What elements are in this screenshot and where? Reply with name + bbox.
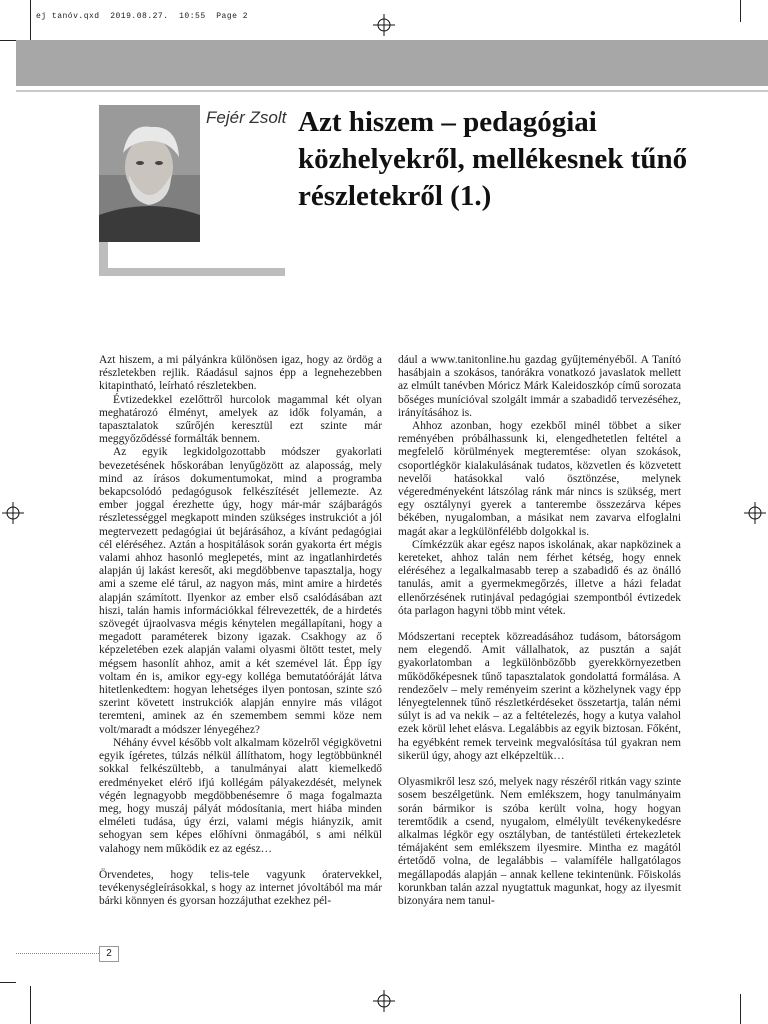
registration-mark-icon bbox=[373, 14, 395, 36]
paragraph: Azt hiszem, a mi pályánkra különösen igaz, hogy az ördög a részletekben rejlik. Ráadásul sajnos épp a legnehezebben kitapintható, leírható részletekben. bbox=[99, 354, 382, 393]
crop-mark bbox=[740, 994, 741, 1024]
crop-mark bbox=[30, 986, 31, 1024]
paragraph: Néhány évvel később volt alkalmam közelről végigkövetni egyik ígéretes, túlzás nélkül állíthatom, hogy legtöbbünknél sokkal felkészültebb, a tanulmányai alatt kiemelkedő eredményeket elérő ifjú kollégám pályakezdését, melynek végén legnagyobb megdöbbenésemre ő maga fogalmazta meg, hogy muszáj pályát módosítania, mert hiába minden elméleti tudása, úgy érzi, valami mégis hiányzik, amit sehogyan sem képes előhívni önmagából, s ami nélkül valahogy nem működik ez az egész… bbox=[99, 736, 382, 855]
registration-mark-icon bbox=[373, 990, 395, 1012]
crop-mark bbox=[740, 0, 741, 22]
photo-frame bbox=[99, 268, 285, 276]
paragraph: Örvendetes, hogy telis-tele vagyunk óratervekkel, tevékenységleírásokkal, s hogy az internet jóvoltából ma már bárki könnyen és gyorsan hozzájuthat ezekhez pél- bbox=[99, 868, 382, 908]
paragraph: Évtizedekkel ezelőttről hurcolok magammal két olyan meghatározó élményt, amelyek az idők folyamán, a tapasztalatok szűrőjén keresztül ezt szinte már meggyőződéssé formálták bennem. bbox=[99, 393, 382, 446]
header-band bbox=[16, 40, 768, 86]
author-name: Fejér Zsolt bbox=[206, 108, 287, 127]
text-column-2 bbox=[398, 354, 681, 908]
crop-mark bbox=[0, 982, 16, 983]
paragraph: Módszertani receptek közreadásához tudásom, bátorságom nem elegendő. Amit vállalhatok, az pusztán a saját gyakorlatomban a legkülönbözőbb gyerekkörnyezetben működőképesnek tűnő tapasztalatok gondolattá formálása. A rendezőelv – mely reményeim szerint a közhelynek vagy épp lényegtelennek tűnő részletkérdéseket összetartja, talán némi súlyt is ad va nekik – az a feltételezés, hogy a kutya valahol ezek körül lehet elásva. Legalábbis az egyik biztosan. Főként, ha egyébként remek terveink megvalósítása túl gyakran nem sikerül úgy, ahogy azt elképzeltük… bbox=[398, 631, 681, 762]
crop-mark bbox=[0, 40, 16, 41]
crop-mark bbox=[30, 0, 31, 40]
registration-mark-icon bbox=[2, 502, 24, 524]
paragraph: Az egyik legkidolgozottabb módszer gyakorlati bevezetésének hőskorában lenyűgözött az alaposság, mely mind az írásos dokumentumokat, mind a programba bekapcsolódó pedagógusok felkészítését jellemezte. Az ember joggal érezhette úgy, hogy már-már szájbarágós részletességgel megkapott minden szükséges instrukciót a jól megtervezett pedagógiai út bejárásához, a kívánt pedagógiai cél eléréséhez. Aztán a hospitálások során gyakorta ért mégis valami ahhoz hasonló meglepetés, mint az ingatlanhirdetés alapján új lakást keresőt, aki megdöbbenve tapasztalja, hogy ami a szeme elé tárul, az nagyon más, mint amire a hirdetés alapján számított. Ilyenkor az ember első csalódásában azt hiszi, talán hamis információkkal félrevezették, de a hirdetés szövegét újraolvasva mégis kénytelen megállapítani, hogy a megadott paraméterek bizony igazak. Csakhogy az ő képzeletében ezek alapján valami olyasmi öltött testet, mely mégsem hasonlít ahhoz, amit a két szemével lát. Épp így voltam én is, amikor egy-egy kolléga bemutatóóráját látva hitetlenkedtem: hogyan lehetséges ilyen pontosan, szinte szó szerint követett instrukciók alapján ennyire más világot teremteni, aminek az én szemembem semmi köze nem volt/maradt a módszer lényegéhez? bbox=[99, 446, 382, 736]
print-slug: ej tanóv.qxd 2019.08.27. 10:55 Page 2 bbox=[36, 12, 249, 21]
article-title: Azt hiszem – pedagógiai közhelyekről, mellékesnek tűnő részletekről (1.) bbox=[298, 106, 688, 212]
paragraph: dául a www.tanitonline.hu gazdag gyűjteményéből. A Tanító hasábjain a szokásos, tanórákra vonatkozó javaslatok mellett az elmúlt tanévben Móricz Márk Kaleidoszkóp című sorozata bőséges munícióval szolgált immár a szabadidő tervezéséhez, irányításához is. bbox=[398, 354, 681, 419]
author-photo bbox=[99, 105, 200, 242]
header-rule bbox=[16, 90, 768, 92]
paragraph: Ahhoz azonban, hogy ezekből minél többet a siker reményében próbálhassunk ki, elengedhetetlen feltétel a megfelelő körülmények megteremtése: olyan szokások, csoportlégkör kialakulásának tudatos, közvetlen és közvetett nevelői hatásokkal való ösztönzése, melynek végeredményeként látszólag ránk már nincs is szükség, mert egy osztálynyi gyerek a tanterembe összezárva képes békében, nyugalomban, a másikat nem zavarva elfoglalni magát akar a legkülönfélébb dolgokkal is. bbox=[398, 420, 681, 538]
page-number: 2 bbox=[99, 946, 119, 962]
paragraph: Címkézzük akar egész napos iskolának, akar napközinek a kereteket, ahhoz talán nem férhet kétség, hogy ennek eléréséhez a legalkalmasabb terep a szabadidő és az önálló tanulás, amit a gyermekmegőrzés, illetve a házi feladat ellenőrzésének rutinjával pedagógiai szempontból évtizedek óta parlagon hagyni több mint vétek. bbox=[398, 538, 681, 617]
folio-rule bbox=[16, 953, 99, 954]
paragraph: Olyasmikről lesz szó, melyek nagy részéről ritkán vagy szinte sosem beszélgetünk. Nem emlékszem, hogy tanulmányaim során bármikor is szóba került volna, hogy hogyan teremtődik a csend, nyugalom, elmélyült tevékenykedésre alkalmas légkör egy osztályban, de tantéstületi értekezletek témájaként sem emlékszem ilyesmire. Mintha ez magától értetődő volna, de legalábbis – valamíféle hallgatólagos megállapodás alapján – annak kellene tekintenünk. Főiskolás korunkban talán azzal nyugtattuk magunkat, hogy az ilyesmit bizonyára nem tanul- bbox=[398, 776, 681, 907]
registration-mark-icon bbox=[744, 502, 766, 524]
text-column-1 bbox=[99, 354, 382, 908]
